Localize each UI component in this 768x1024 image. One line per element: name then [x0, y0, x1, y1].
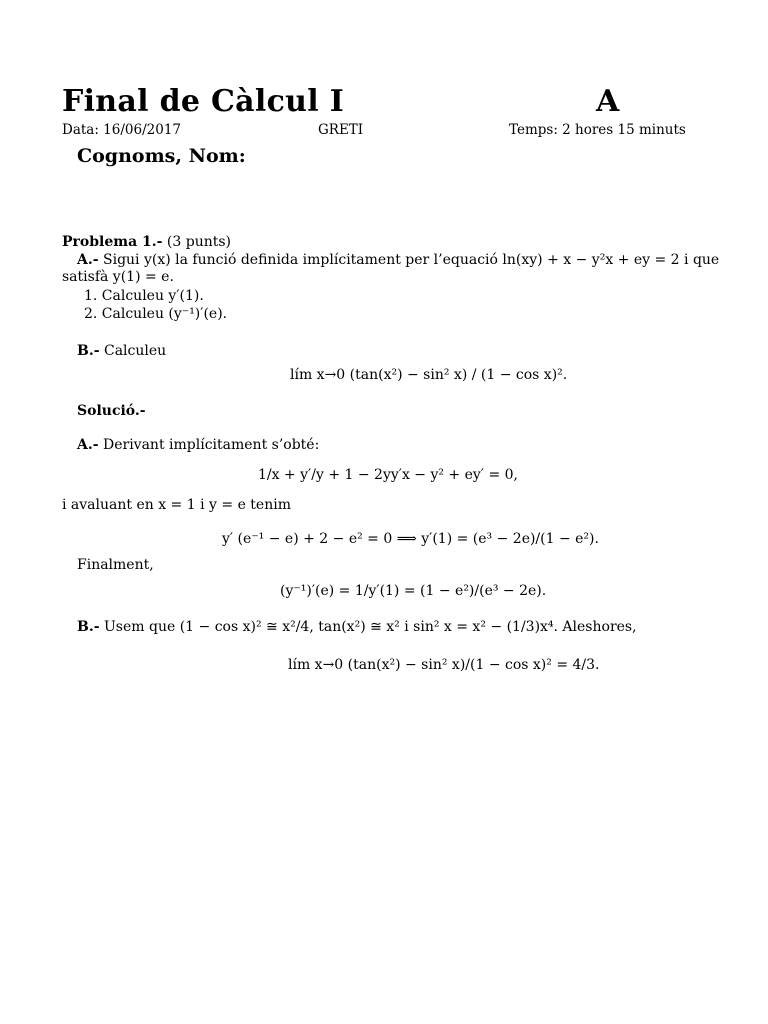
name-label: Cognoms, Nom:: [77, 145, 246, 167]
problem-heading: Problema 1.-: [62, 234, 163, 250]
solution-eval-text: i avaluant en x = 1 i y = e tenim: [62, 497, 291, 513]
problem-partA-text-2: satisfà y(1) = e.: [62, 269, 174, 285]
course-name: GRETI: [318, 122, 364, 138]
solution-B-text: Usem que (1 − cos x)² ≅ x²/4, tan(x²) ≅ x² i sin² x = x² − (1/3)x⁴. Aleshores,: [103, 619, 637, 635]
solution-B-line: [77, 618, 637, 636]
solution-B-label: B.-: [77, 619, 100, 635]
problem-heading-line: [62, 233, 231, 251]
solution-equation-2: y′ (e⁻¹ − e) + 2 − e² = 0 ⟹ y′(1) = (e³ − 2e)/(1 − e²).: [222, 531, 599, 547]
solution-A-line: [77, 436, 319, 454]
exam-title: Final de Càlcul I: [62, 84, 345, 119]
solution-heading: Solució.-: [77, 403, 146, 419]
problem-partB-text: Calculeu: [103, 343, 167, 359]
problem-item-1: 1. Calculeu y′(1).: [84, 288, 204, 304]
problem-partA-line1: [77, 251, 719, 269]
problem-partA-label: A.-: [77, 252, 99, 268]
exam-version-letter: A: [596, 84, 620, 119]
problem-partB-line: [77, 342, 166, 360]
solution-A-label: A.-: [77, 437, 99, 453]
problem-partA-text-1: Sigui y(x) la funció definida implícitament per l’equació ln(xy) + x − y²x + ey = 2 i que: [103, 252, 720, 268]
solution-equation-4: lím x→0 (tan(x²) − sin² x)/(1 − cos x)² = 4/3.: [288, 657, 600, 673]
solution-equation-3: (y⁻¹)′(e) = 1/y′(1) = (1 − e²)/(e³ − 2e).: [280, 583, 547, 599]
problem-partB-label: B.-: [77, 343, 100, 359]
solution-A-text: Derivant implícitament s’obté:: [103, 437, 320, 453]
solution-finally-text: Finalment,: [77, 557, 154, 573]
problem-item-2: 2. Calculeu (y⁻¹)′(e).: [84, 306, 228, 322]
problem-points: (3 punts): [166, 234, 231, 250]
problem-limit-expression: lím x→0 (tan(x²) − sin² x) / (1 − cos x)².: [290, 367, 568, 383]
exam-duration: Temps: 2 hores 15 minuts: [509, 122, 686, 138]
solution-equation-1: 1/x + y′/y + 1 − 2yy′x − y² + ey′ = 0,: [258, 467, 518, 483]
exam-date: Data: 16/06/2017: [62, 122, 181, 138]
